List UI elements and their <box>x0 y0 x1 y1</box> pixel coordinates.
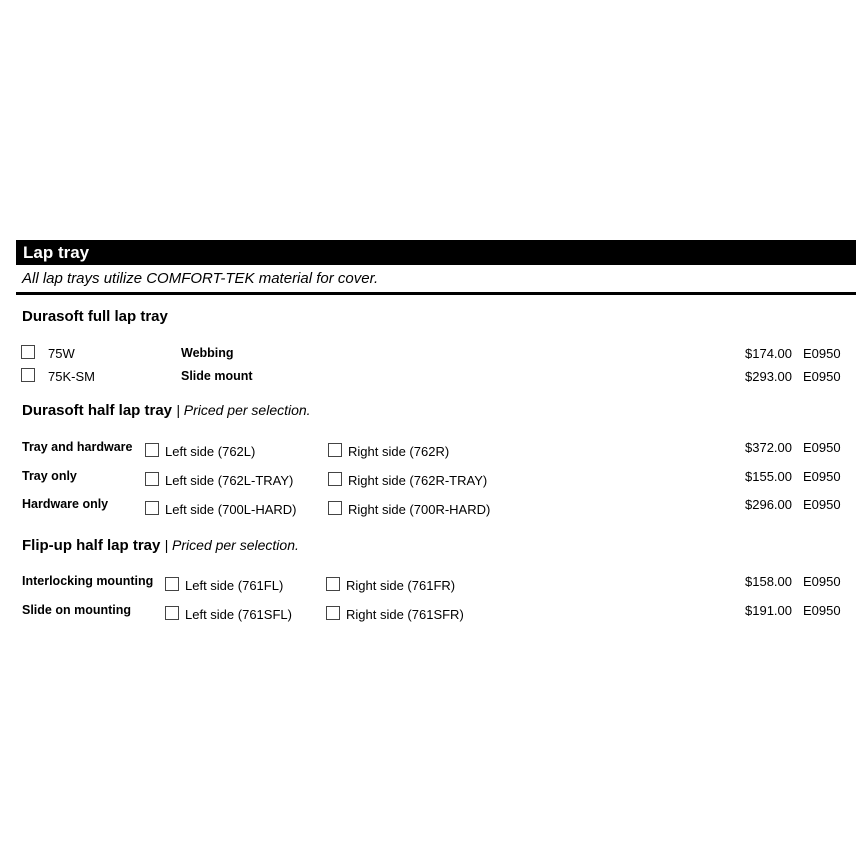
full-lap-title: Durasoft full lap tray <box>22 308 168 325</box>
section-title: Lap tray <box>23 243 90 262</box>
row-label: Tray and hardware <box>22 440 133 454</box>
option-left-label: Left side (762L) <box>165 444 256 459</box>
option-left-label: Left side (761SFL) <box>185 607 292 622</box>
checkbox-700l-hard[interactable] <box>145 501 159 515</box>
section-divider <box>16 292 856 295</box>
section-header-bar <box>16 240 856 265</box>
option-left-label: Left side (700L-HARD) <box>165 502 297 517</box>
checkbox-761fr[interactable] <box>326 577 340 591</box>
half-lap-title <box>22 401 311 420</box>
checkbox-762r-tray[interactable] <box>328 472 342 486</box>
checkbox-761sfr[interactable] <box>326 606 340 620</box>
half-lap-title-text: Durasoft half lap tray <box>22 402 173 419</box>
item-description: Webbing <box>181 346 234 360</box>
item-price: $158.00 <box>745 574 792 589</box>
item-hcpcs: E0950 <box>803 469 841 484</box>
item-price: $293.00 <box>745 369 792 384</box>
option-right-label: Right side (761SFR) <box>346 607 464 622</box>
item-hcpcs: E0950 <box>803 497 841 512</box>
row-label: Interlocking mounting <box>22 574 154 588</box>
item-code: 75W <box>48 346 75 361</box>
option-left-label: Left side (761FL) <box>185 578 284 593</box>
checkbox-75w[interactable] <box>21 345 35 359</box>
checkbox-700r-hard[interactable] <box>328 501 342 515</box>
item-price: $372.00 <box>745 440 792 455</box>
flip-up-title-text: Flip-up half lap tray <box>22 537 161 554</box>
option-right-label: Right side (761FR) <box>346 578 456 593</box>
flip-up-title <box>22 536 299 555</box>
option-right-label: Right side (762R-TRAY) <box>348 473 488 488</box>
half-lap-note: | Priced per selection. <box>176 402 311 418</box>
section-subtitle: All lap trays utilize COMFORT-TEK material for cover. <box>22 270 379 287</box>
row-label: Slide on mounting <box>22 603 132 617</box>
item-hcpcs: E0950 <box>803 369 841 384</box>
checkbox-761fl[interactable] <box>165 577 179 591</box>
item-hcpcs: E0950 <box>803 440 841 455</box>
checkbox-762r[interactable] <box>328 443 342 457</box>
checkbox-761sfl[interactable] <box>165 606 179 620</box>
checkbox-762l[interactable] <box>145 443 159 457</box>
checkbox-762l-tray[interactable] <box>145 472 159 486</box>
item-hcpcs: E0950 <box>803 574 841 589</box>
item-price: $296.00 <box>745 497 792 512</box>
row-label: Hardware only <box>22 497 109 511</box>
item-hcpcs: E0950 <box>803 603 841 618</box>
item-price: $174.00 <box>745 346 792 361</box>
option-right-label: Right side (762R) <box>348 444 450 459</box>
item-code: 75K-SM <box>48 369 95 384</box>
item-price: $191.00 <box>745 603 792 618</box>
item-price: $155.00 <box>745 469 792 484</box>
flip-up-note: | Priced per selection. <box>164 537 299 553</box>
item-description: Slide mount <box>181 369 253 383</box>
option-right-label: Right side (700R-HARD) <box>348 502 491 517</box>
option-left-label: Left side (762L-TRAY) <box>165 473 294 488</box>
row-label: Tray only <box>22 469 77 483</box>
checkbox-75k-sm[interactable] <box>21 368 35 382</box>
item-hcpcs: E0950 <box>803 346 841 361</box>
